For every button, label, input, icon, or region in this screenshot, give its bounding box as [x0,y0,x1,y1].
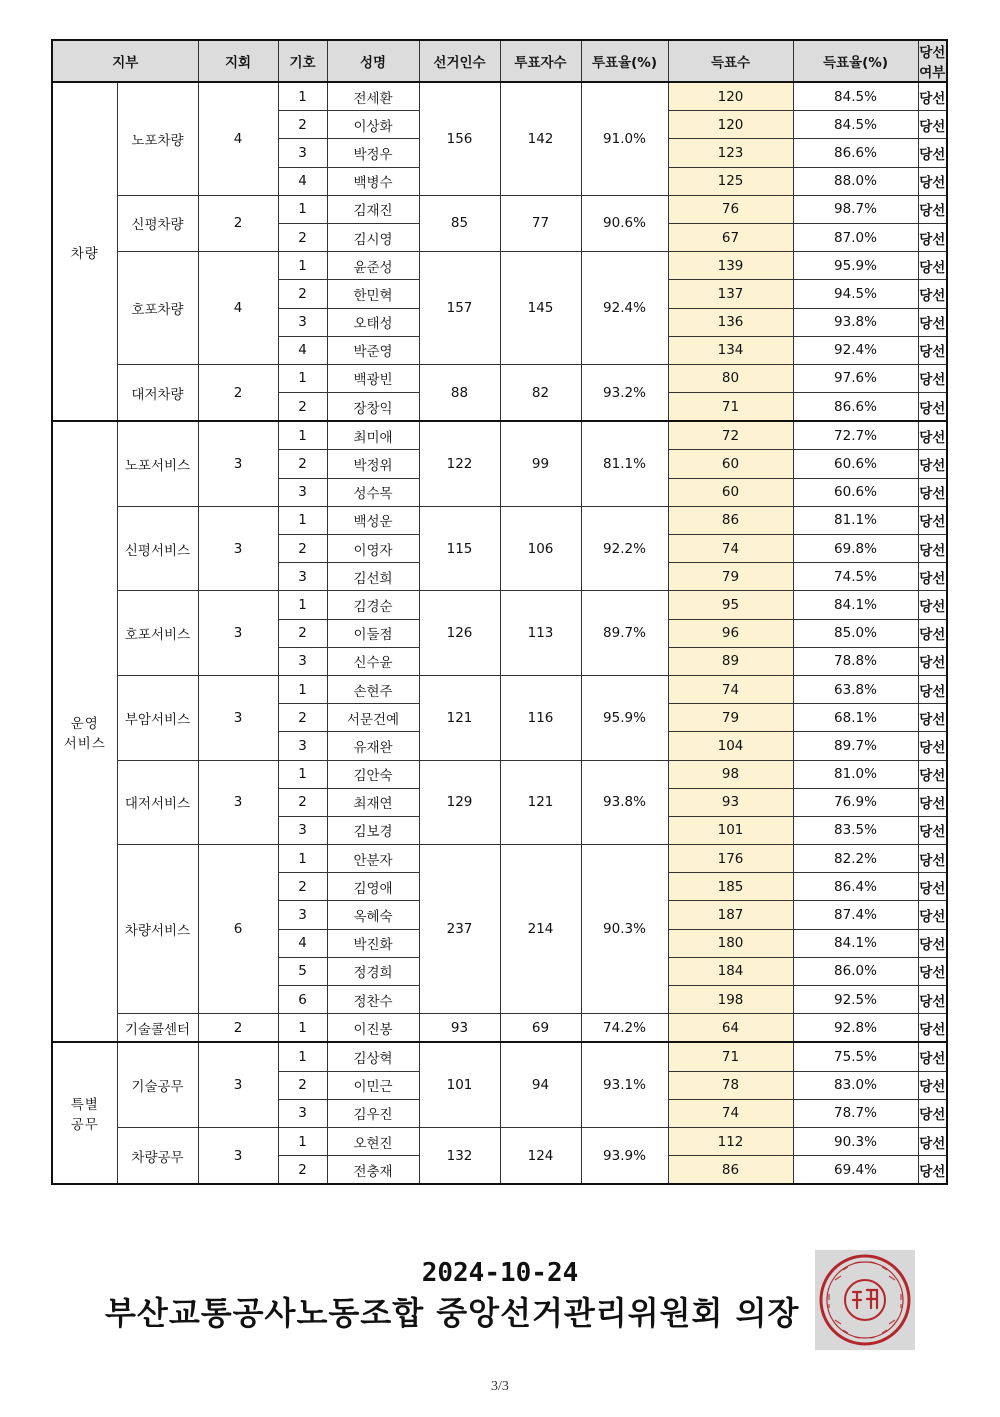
candidate-vote-rate: 95.9% [793,252,918,280]
candidate-votes: 125 [668,167,793,195]
candidate-vote-rate: 60.6% [793,450,918,478]
candidate-number: 6 [278,986,327,1014]
candidate-votes: 134 [668,336,793,364]
branch-seats: 3 [198,760,278,845]
candidate-number: 3 [278,308,327,336]
candidate-result: 당선 [918,111,947,139]
candidate-vote-rate: 81.0% [793,760,918,788]
candidate-vote-rate: 88.0% [793,167,918,195]
candidate-number: 1 [278,195,327,223]
candidate-votes: 93 [668,788,793,816]
table-row [52,195,947,223]
branch-seats: 3 [198,591,278,676]
candidate-name: 이영자 [327,535,419,563]
header-result: 당선여부 [918,40,947,82]
signature-text: 부산교통공사노동조합 중앙선거관리위원회 의장 [105,1294,800,1332]
candidate-number: 1 [278,1014,327,1043]
candidate-result: 당선 [918,816,947,844]
candidate-vote-rate: 89.7% [793,732,918,760]
candidate-number: 4 [278,929,327,957]
seal-icon [815,1250,915,1350]
candidate-name: 박준영 [327,336,419,364]
candidate-number: 1 [278,252,327,280]
candidate-result: 당선 [918,1099,947,1127]
candidate-votes: 74 [668,535,793,563]
candidate-result: 당선 [918,364,947,392]
candidate-vote-rate: 74.5% [793,563,918,591]
table-row [52,506,947,534]
candidate-vote-rate: 84.1% [793,591,918,619]
signature-line [105,1288,888,1334]
branch-electors: 129 [419,760,500,845]
branch-turnout: 81.1% [581,421,668,506]
candidate-name: 김영애 [327,873,419,901]
candidate-number: 3 [278,901,327,929]
candidate-name: 이민근 [327,1071,419,1099]
candidate-votes: 120 [668,82,793,111]
candidate-number: 1 [278,591,327,619]
candidate-number: 1 [278,675,327,703]
candidate-number: 5 [278,957,327,985]
branch-voters: 106 [500,506,581,591]
branch-electors: 122 [419,421,500,506]
candidate-votes: 86 [668,1156,793,1185]
branch-name: 노포차량 [117,82,198,195]
candidate-number: 1 [278,421,327,450]
candidate-name: 손현주 [327,675,419,703]
candidate-votes: 60 [668,450,793,478]
branch-electors: 121 [419,675,500,760]
candidate-number: 3 [278,732,327,760]
candidate-vote-rate: 86.6% [793,393,918,422]
branch-electors: 101 [419,1042,500,1127]
candidate-number: 2 [278,393,327,422]
branch-seats: 2 [198,195,278,251]
candidate-result: 당선 [918,478,947,506]
candidate-vote-rate: 78.7% [793,1099,918,1127]
candidate-vote-rate: 69.8% [793,535,918,563]
candidate-result: 당선 [918,986,947,1014]
branch-electors: 126 [419,591,500,676]
candidate-result: 당선 [918,223,947,251]
branch-name: 신평차량 [117,195,198,251]
branch-name: 대저서비스 [117,760,198,845]
candidate-number: 1 [278,364,327,392]
branch-seats: 6 [198,845,278,1014]
candidate-result: 당선 [918,252,947,280]
candidate-number: 1 [278,82,327,111]
branch-turnout: 93.9% [581,1127,668,1184]
candidate-votes: 180 [668,929,793,957]
table-header-row [52,40,947,82]
candidate-vote-rate: 86.6% [793,139,918,167]
candidate-vote-rate: 84.1% [793,929,918,957]
candidate-name: 이진봉 [327,1014,419,1043]
candidate-votes: 136 [668,308,793,336]
branch-electors: 115 [419,506,500,591]
branch-name: 기술공무 [117,1042,198,1127]
candidate-result: 당선 [918,1071,947,1099]
candidate-votes: 64 [668,1014,793,1043]
document-date: 2024-10-24 [421,1258,579,1288]
branch-name: 대저차량 [117,364,198,421]
candidate-vote-rate: 98.7% [793,195,918,223]
candidate-votes: 71 [668,393,793,422]
branch-turnout: 93.8% [581,760,668,845]
candidate-name: 김안숙 [327,760,419,788]
candidate-result: 당선 [918,704,947,732]
candidate-result: 당선 [918,873,947,901]
candidate-result: 당선 [918,788,947,816]
candidate-result: 당선 [918,139,947,167]
candidate-votes: 101 [668,816,793,844]
candidate-number: 2 [278,280,327,308]
candidate-result: 당선 [918,1156,947,1185]
candidate-votes: 104 [668,732,793,760]
candidate-result: 당선 [918,732,947,760]
candidate-result: 당선 [918,563,947,591]
candidate-number: 2 [278,450,327,478]
candidate-number: 3 [278,816,327,844]
header-branch: 지부 [52,40,198,82]
candidate-vote-rate: 82.2% [793,845,918,873]
candidate-votes: 185 [668,873,793,901]
candidate-votes: 187 [668,901,793,929]
candidate-name: 박정위 [327,450,419,478]
candidate-result: 당선 [918,393,947,422]
branch-seats: 3 [198,1127,278,1184]
table-row [52,364,947,392]
table-row [52,1014,947,1043]
header-number: 기호 [278,40,327,82]
candidate-name: 성수목 [327,478,419,506]
candidate-result: 당선 [918,957,947,985]
branch-voters: 121 [500,760,581,845]
branch-voters: 94 [500,1042,581,1127]
candidate-result: 당선 [918,591,947,619]
candidate-number: 3 [278,563,327,591]
candidate-number: 2 [278,111,327,139]
candidate-votes: 123 [668,139,793,167]
candidate-vote-rate: 92.5% [793,986,918,1014]
candidate-vote-rate: 86.4% [793,873,918,901]
candidate-vote-rate: 94.5% [793,280,918,308]
candidate-result: 당선 [918,845,947,873]
branch-voters: 142 [500,82,581,195]
candidate-result: 당선 [918,167,947,195]
candidate-result: 당선 [918,901,947,929]
branch-name: 신평서비스 [117,506,198,591]
candidate-name: 한민혁 [327,280,419,308]
candidate-result: 당선 [918,336,947,364]
table-row [52,252,947,280]
candidate-votes: 198 [668,986,793,1014]
candidate-number: 3 [278,478,327,506]
candidate-number: 3 [278,139,327,167]
branch-turnout: 74.2% [581,1014,668,1043]
branch-seats: 3 [198,1042,278,1127]
branch-name: 호포차량 [117,252,198,365]
branch-electors: 157 [419,252,500,365]
candidate-votes: 95 [668,591,793,619]
branch-seats: 3 [198,506,278,591]
candidate-vote-rate: 92.8% [793,1014,918,1043]
branch-name: 노포서비스 [117,421,198,506]
candidate-vote-rate: 87.0% [793,223,918,251]
branch-name: 호포서비스 [117,591,198,676]
branch-seats: 4 [198,252,278,365]
header-name: 성명 [327,40,419,82]
branch-voters: 124 [500,1127,581,1184]
candidate-vote-rate: 84.5% [793,82,918,111]
candidate-number: 4 [278,167,327,195]
table-row [52,760,947,788]
candidate-name: 김보경 [327,816,419,844]
candidate-result: 당선 [918,929,947,957]
branch-voters: 99 [500,421,581,506]
candidate-name: 김우진 [327,1099,419,1127]
candidate-vote-rate: 97.6% [793,364,918,392]
branch-voters: 214 [500,845,581,1014]
candidate-name: 오현진 [327,1127,419,1155]
branch-name: 기술콜센터 [117,1014,198,1043]
candidate-result: 당선 [918,82,947,111]
candidate-votes: 89 [668,647,793,675]
table-section [52,82,947,421]
branch-electors: 88 [419,364,500,421]
branch-seats: 2 [198,364,278,421]
candidate-result: 당선 [918,675,947,703]
candidate-name: 정경희 [327,957,419,985]
candidate-votes: 79 [668,704,793,732]
branch-voters: 116 [500,675,581,760]
section-label: 운영 서비스 [52,421,117,1042]
candidate-name: 최미애 [327,421,419,450]
header-local: 지회 [198,40,278,82]
candidate-number: 4 [278,336,327,364]
branch-name: 차량공무 [117,1127,198,1184]
candidate-number: 2 [278,535,327,563]
candidate-vote-rate: 81.1% [793,506,918,534]
candidate-votes: 176 [668,845,793,873]
candidate-votes: 96 [668,619,793,647]
official-seal [815,1250,915,1350]
candidate-name: 신수윤 [327,647,419,675]
candidate-result: 당선 [918,760,947,788]
candidate-votes: 60 [668,478,793,506]
candidate-vote-rate: 90.3% [793,1127,918,1155]
branch-name: 차량서비스 [117,845,198,1014]
branch-seats: 2 [198,1014,278,1043]
branch-voters: 113 [500,591,581,676]
candidate-vote-rate: 83.0% [793,1071,918,1099]
candidate-result: 당선 [918,450,947,478]
candidate-vote-rate: 83.5% [793,816,918,844]
table-row [52,1042,947,1071]
branch-turnout: 89.7% [581,591,668,676]
candidate-votes: 79 [668,563,793,591]
candidate-number: 2 [278,1156,327,1185]
candidate-votes: 71 [668,1042,793,1071]
candidate-name: 박진화 [327,929,419,957]
section-label: 특별 공무 [52,1042,117,1184]
candidate-vote-rate: 63.8% [793,675,918,703]
candidate-name: 오태성 [327,308,419,336]
candidate-vote-rate: 76.9% [793,788,918,816]
election-results-table [51,39,948,1185]
page-number: 3/3 [491,1379,509,1394]
branch-turnout: 92.2% [581,506,668,591]
branch-turnout: 93.1% [581,1042,668,1127]
candidate-votes: 78 [668,1071,793,1099]
branch-electors: 237 [419,845,500,1014]
candidate-vote-rate: 69.4% [793,1156,918,1185]
table-section [52,1042,947,1184]
branch-seats: 4 [198,82,278,195]
branch-voters: 145 [500,252,581,365]
branch-voters: 82 [500,364,581,421]
candidate-name: 백병수 [327,167,419,195]
branch-turnout: 92.4% [581,252,668,365]
candidate-name: 박정우 [327,139,419,167]
candidate-number: 1 [278,1042,327,1071]
candidate-number: 1 [278,845,327,873]
candidate-number: 1 [278,760,327,788]
candidate-result: 당선 [918,421,947,450]
candidate-name: 옥혜숙 [327,901,419,929]
candidate-vote-rate: 93.8% [793,308,918,336]
candidate-votes: 98 [668,760,793,788]
candidate-name: 최재연 [327,788,419,816]
candidate-number: 2 [278,704,327,732]
table-row [52,1127,947,1155]
branch-electors: 156 [419,82,500,195]
candidate-name: 유재완 [327,732,419,760]
branch-name: 부암서비스 [117,675,198,760]
candidate-vote-rate: 72.7% [793,421,918,450]
table-row [52,591,947,619]
candidate-name: 전세환 [327,82,419,111]
candidate-result: 당선 [918,1014,947,1043]
candidate-votes: 67 [668,223,793,251]
candidate-vote-rate: 92.4% [793,336,918,364]
candidate-name: 이상화 [327,111,419,139]
candidate-number: 2 [278,873,327,901]
candidate-votes: 184 [668,957,793,985]
candidate-vote-rate: 60.6% [793,478,918,506]
candidate-vote-rate: 87.4% [793,901,918,929]
branch-electors: 132 [419,1127,500,1184]
candidate-number: 3 [278,1099,327,1127]
candidate-name: 백성운 [327,506,419,534]
candidate-name: 백광빈 [327,364,419,392]
candidate-result: 당선 [918,619,947,647]
table-row [52,675,947,703]
candidate-result: 당선 [918,1127,947,1155]
table-row [52,82,947,111]
candidate-result: 당선 [918,506,947,534]
candidate-votes: 112 [668,1127,793,1155]
candidate-votes: 76 [668,195,793,223]
candidate-name: 장창익 [327,393,419,422]
candidate-votes: 80 [668,364,793,392]
candidate-name: 김선희 [327,563,419,591]
candidate-result: 당선 [918,535,947,563]
candidate-result: 당선 [918,308,947,336]
branch-turnout: 90.3% [581,845,668,1014]
branch-turnout: 93.2% [581,364,668,421]
branch-electors: 93 [419,1014,500,1043]
branch-turnout: 91.0% [581,82,668,195]
candidate-result: 당선 [918,195,947,223]
header-votes: 득표수 [668,40,793,82]
header-vote-rate: 득표율(%) [793,40,918,82]
candidate-name: 안분자 [327,845,419,873]
candidate-result: 당선 [918,647,947,675]
candidate-votes: 74 [668,675,793,703]
candidate-name: 김시영 [327,223,419,251]
candidate-vote-rate: 78.8% [793,647,918,675]
candidate-number: 2 [278,619,327,647]
candidate-number: 1 [278,506,327,534]
branch-seats: 3 [198,675,278,760]
candidate-votes: 74 [668,1099,793,1127]
candidate-name: 전충재 [327,1156,419,1185]
table-row [52,421,947,450]
candidate-name: 서문건예 [327,704,419,732]
candidate-name: 김상혁 [327,1042,419,1071]
section-label: 차량 [52,82,117,421]
candidate-result: 당선 [918,280,947,308]
table-section [52,421,947,1042]
candidate-votes: 137 [668,280,793,308]
header-turnout: 투표율(%) [581,40,668,82]
candidate-votes: 86 [668,506,793,534]
candidate-name: 이둘점 [327,619,419,647]
header-electors: 선거인수 [419,40,500,82]
candidate-number: 2 [278,1071,327,1099]
branch-turnout: 95.9% [581,675,668,760]
candidate-name: 정찬수 [327,986,419,1014]
candidate-vote-rate: 86.0% [793,957,918,985]
branch-voters: 77 [500,195,581,251]
candidate-vote-rate: 68.1% [793,704,918,732]
header-voters: 투표자수 [500,40,581,82]
branch-voters: 69 [500,1014,581,1043]
candidate-vote-rate: 75.5% [793,1042,918,1071]
candidate-name: 윤준성 [327,252,419,280]
branch-turnout: 90.6% [581,195,668,251]
candidate-votes: 120 [668,111,793,139]
candidate-name: 김경순 [327,591,419,619]
candidate-vote-rate: 84.5% [793,111,918,139]
candidate-result: 당선 [918,1042,947,1071]
candidate-votes: 139 [668,252,793,280]
candidate-name: 김재진 [327,195,419,223]
candidate-number: 2 [278,788,327,816]
candidate-number: 1 [278,1127,327,1155]
table-row [52,845,947,873]
candidate-votes: 72 [668,421,793,450]
candidate-number: 2 [278,223,327,251]
branch-seats: 3 [198,421,278,506]
candidate-vote-rate: 85.0% [793,619,918,647]
candidate-number: 3 [278,647,327,675]
branch-electors: 85 [419,195,500,251]
